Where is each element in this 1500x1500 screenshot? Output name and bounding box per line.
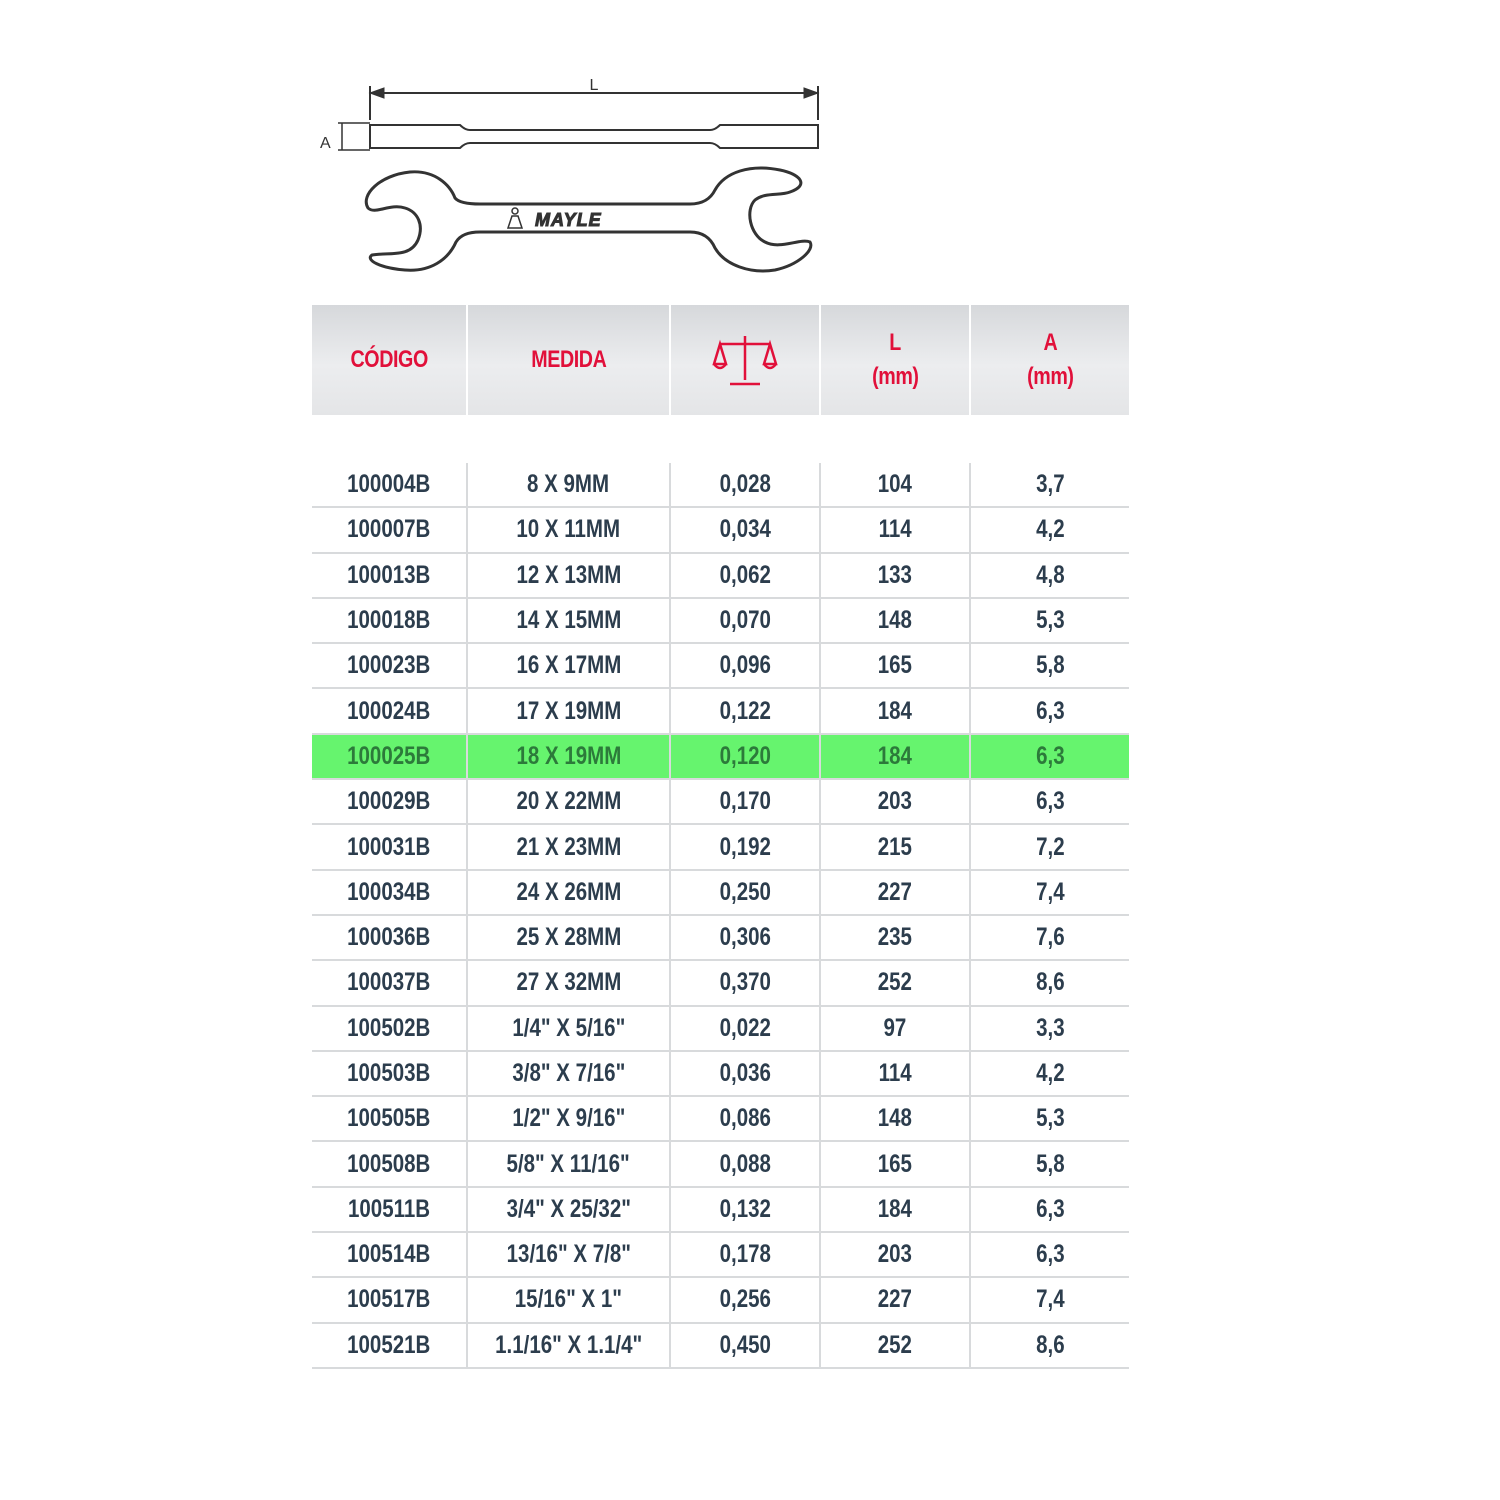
cell-codigo: 100521B: [312, 1324, 468, 1367]
cell-a: 5,8: [1035, 1149, 1065, 1178]
cell-l: 227: [821, 871, 971, 914]
table-row: [312, 463, 1129, 508]
cell-codigo: 100007B: [312, 508, 468, 551]
cell-codigo: 100502B: [312, 1007, 468, 1050]
cell-peso: 0,192: [671, 825, 821, 868]
cell-l: 148: [821, 1097, 971, 1140]
header-l: L (mm): [821, 305, 971, 415]
cell-codigo: 100018B: [312, 599, 468, 642]
cell-medida: 3/8" X 7/16": [468, 1052, 671, 1095]
cell-a: 8,6: [1035, 1330, 1065, 1359]
cell-a: 7,4: [1035, 1285, 1065, 1314]
cell-medida: 17 X 19MM: [468, 689, 671, 732]
cell-peso: 0,028: [671, 463, 821, 506]
cell-peso: 0,096: [671, 644, 821, 687]
cell-codigo: 100505B: [312, 1097, 468, 1140]
cell-peso: 0,132: [671, 1188, 821, 1231]
table-row: [312, 689, 1129, 734]
cell-a: 3,3: [1035, 1013, 1065, 1042]
header-medida: MEDIDA: [468, 305, 671, 415]
header-codigo: CÓDIGO: [312, 305, 468, 415]
cell-l: 104: [821, 463, 971, 506]
header-spacer: [312, 415, 1129, 463]
cell-peso: 0,034: [671, 508, 821, 551]
cell-medida: 10 X 11MM: [468, 508, 671, 551]
cell-medida: 21 X 23MM: [468, 825, 671, 868]
cell-codigo: 100025B: [312, 735, 468, 778]
cell-l: 133: [821, 554, 971, 597]
cell-a: 6,3: [1035, 787, 1065, 816]
cell-medida: 1.1/16" X 1.1/4": [468, 1324, 671, 1367]
cell-l: 227: [821, 1278, 971, 1321]
cell-peso: 0,450: [671, 1324, 821, 1367]
cell-a: 6,3: [1035, 696, 1065, 725]
cell-codigo: 100514B: [312, 1233, 468, 1276]
svg-text:MAYLE: MAYLE: [535, 210, 602, 230]
cell-peso: 0,036: [671, 1052, 821, 1095]
table-header: [312, 305, 1129, 415]
cell-a: 7,2: [1035, 832, 1065, 861]
table-row: [312, 825, 1129, 870]
table-body: [312, 463, 1129, 1369]
cell-l: 148: [821, 599, 971, 642]
cell-a: 8,6: [1035, 968, 1065, 997]
table-row: [312, 916, 1129, 961]
table-row-highlighted: [312, 735, 1129, 780]
table-row: [312, 1052, 1129, 1097]
cell-l: 235: [821, 916, 971, 959]
table-row: [312, 1097, 1129, 1142]
cell-peso: 0,170: [671, 780, 821, 823]
table-row: [312, 961, 1129, 1006]
cell-medida: 5/8" X 11/16": [468, 1142, 671, 1185]
cell-codigo: 100503B: [312, 1052, 468, 1095]
cell-peso: 0,256: [671, 1278, 821, 1321]
cell-a: 4,2: [1035, 1059, 1065, 1087]
cell-codigo: 100031B: [312, 825, 468, 868]
cell-l: 184: [821, 1188, 971, 1231]
cell-l: 215: [821, 825, 971, 868]
cell-l: 252: [821, 961, 971, 1004]
table-row: [312, 1233, 1129, 1278]
cell-a: 4,2: [1035, 515, 1065, 544]
cell-peso: 0,088: [671, 1142, 821, 1185]
cell-a: 7,6: [1035, 923, 1065, 952]
cell-a: 6,3: [1035, 1240, 1065, 1269]
cell-codigo: 100036B: [312, 916, 468, 959]
cell-peso: 0,250: [671, 871, 821, 914]
spec-table: [312, 305, 1129, 1369]
cell-peso: 0,086: [671, 1097, 821, 1140]
cell-codigo: 100517B: [312, 1278, 468, 1321]
cell-l: 165: [821, 1142, 971, 1185]
cell-peso: 0,178: [671, 1233, 821, 1276]
cell-medida: 13/16" X 7/8": [468, 1233, 671, 1276]
cell-codigo: 100013B: [312, 554, 468, 597]
brand-logo: [508, 208, 602, 230]
cell-a: 7,4: [1035, 877, 1065, 906]
table-row: [312, 780, 1129, 825]
cell-l: 97: [821, 1007, 971, 1050]
table-row: [312, 1188, 1129, 1233]
cell-a: 5,3: [1035, 606, 1065, 635]
header-a: A (mm): [971, 305, 1129, 415]
cell-codigo: 100037B: [312, 961, 468, 1004]
header-peso: [671, 305, 821, 415]
cell-a: 5,3: [1035, 1104, 1065, 1133]
cell-codigo: 100511B: [312, 1188, 468, 1231]
cell-medida: 14 X 15MM: [468, 599, 671, 642]
cell-codigo: 100023B: [312, 644, 468, 687]
table-row: [312, 1142, 1129, 1187]
cell-medida: 24 X 26MM: [468, 871, 671, 914]
cell-peso: 0,070: [671, 599, 821, 642]
cell-codigo: 100034B: [312, 871, 468, 914]
cell-medida: 12 X 13MM: [468, 554, 671, 597]
cell-peso: 0,306: [671, 916, 821, 959]
wrench-diagram: [310, 60, 850, 290]
cell-medida: 27 X 32MM: [468, 961, 671, 1004]
dimension-l-label: L: [589, 77, 599, 94]
cell-peso: 0,062: [671, 554, 821, 597]
cell-medida: 15/16" X 1": [468, 1278, 671, 1321]
table-row: [312, 554, 1129, 599]
cell-l: 184: [821, 689, 971, 732]
cell-medida: 1/2" X 9/16": [468, 1097, 671, 1140]
cell-medida: 18 X 19MM: [468, 735, 671, 778]
cell-peso: 0,022: [671, 1007, 821, 1050]
cell-a: 3,7: [1035, 470, 1065, 499]
table-row: [312, 1324, 1129, 1369]
cell-l: 203: [821, 1233, 971, 1276]
cell-peso: 0,120: [671, 735, 821, 778]
dimension-a-label: A: [320, 135, 331, 152]
cell-a: 5,8: [1035, 651, 1065, 680]
cell-l: 252: [821, 1324, 971, 1367]
cell-l: 184: [821, 735, 971, 778]
cell-codigo: 100029B: [312, 780, 468, 823]
cell-l: 114: [821, 508, 971, 551]
cell-medida: 16 X 17MM: [468, 644, 671, 687]
cell-peso: 0,370: [671, 961, 821, 1004]
scale-icon: [712, 332, 778, 388]
cell-peso: 0,122: [671, 689, 821, 732]
table-row: [312, 1278, 1129, 1323]
table-row: [312, 644, 1129, 689]
cell-a: 4,8: [1035, 560, 1065, 589]
cell-a: 6,3: [1035, 741, 1065, 770]
wrench-side-view: [338, 123, 818, 150]
cell-medida: 8 X 9MM: [468, 463, 671, 506]
cell-codigo: 100004B: [312, 463, 468, 506]
cell-medida: 25 X 28MM: [468, 916, 671, 959]
cell-l: 114: [821, 1052, 971, 1095]
cell-medida: 20 X 22MM: [468, 780, 671, 823]
table-row: [312, 871, 1129, 916]
cell-l: 203: [821, 780, 971, 823]
cell-a: 6,3: [1035, 1194, 1065, 1223]
cell-codigo: 100508B: [312, 1142, 468, 1185]
cell-l: 165: [821, 644, 971, 687]
table-row: [312, 1007, 1129, 1052]
cell-medida: 1/4" X 5/16": [468, 1007, 671, 1050]
table-row: [312, 508, 1129, 553]
table-row: [312, 599, 1129, 644]
cell-codigo: 100024B: [312, 689, 468, 732]
cell-medida: 3/4" X 25/32": [468, 1188, 671, 1231]
